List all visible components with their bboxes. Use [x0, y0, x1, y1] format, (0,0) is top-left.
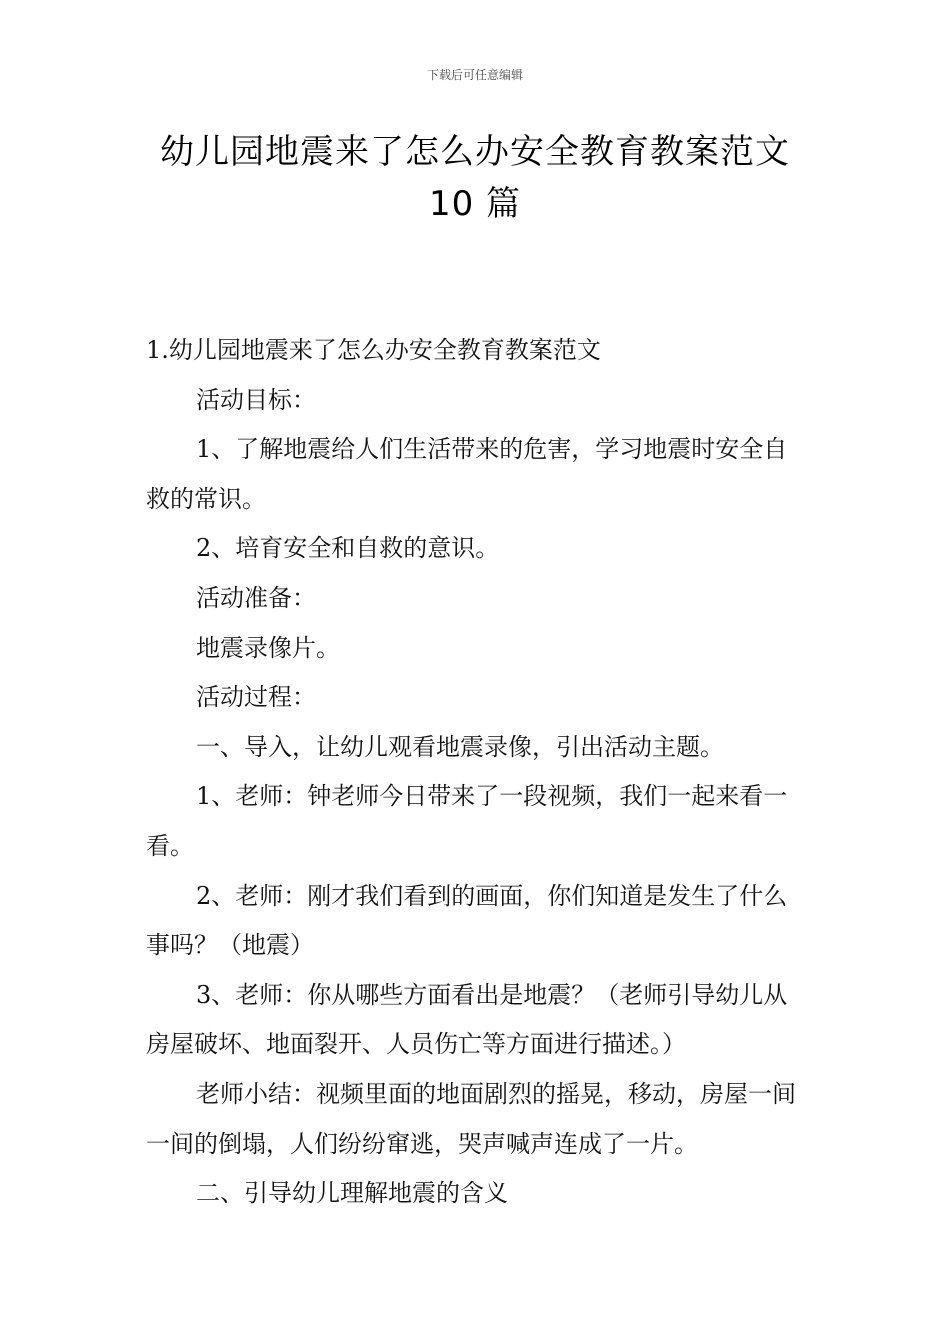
document-body [146, 326, 808, 1219]
paragraph: 活动过程： [196, 683, 316, 712]
paragraph: 活动准备： [196, 583, 316, 612]
document-title-line-1: 幼儿园地震来了怎么办安全教育教案范文 [160, 132, 790, 172]
paragraph: 老师小结：视频里面的地面剧烈的摇晃，移动，房屋一间一间的倒塌，人们纷纷窜逃，哭声喊声连成了一片。 [146, 1079, 796, 1158]
paragraph: 地震录像片。 [196, 633, 340, 662]
section-heading: 1.幼儿园地震来了怎么办安全教育教案范文 [146, 336, 601, 364]
paragraph: 2、老师：刚才我们看到的画面，你们知道是发生了什么事吗？（地震） [146, 881, 788, 960]
header-note: 下载后可任意编辑 [426, 68, 523, 82]
paragraph: 1、了解地震给人们生活带来的危害，学习地震时安全自救的常识。 [146, 435, 788, 513]
paragraph: 活动目标： [196, 385, 316, 414]
paragraph: 1、老师：钟老师今日带来了一段视频，我们一起来看一看。 [146, 782, 788, 860]
paragraph: 一、导入，让幼儿观看地震录像，引出活动主题。 [196, 732, 724, 761]
document-title [100, 126, 850, 230]
paragraph: 二、引导幼儿理解地震的含义 [196, 1179, 508, 1208]
paragraph: 3、老师：你从哪些方面看出是地震？（老师引导幼儿从房屋破坏、地面裂开、人员伤亡等方面进行描述。） [146, 980, 788, 1059]
paragraph: 2、培育安全和自救的意识。 [196, 534, 500, 563]
document-title-line-2: 10 篇 [428, 184, 522, 224]
